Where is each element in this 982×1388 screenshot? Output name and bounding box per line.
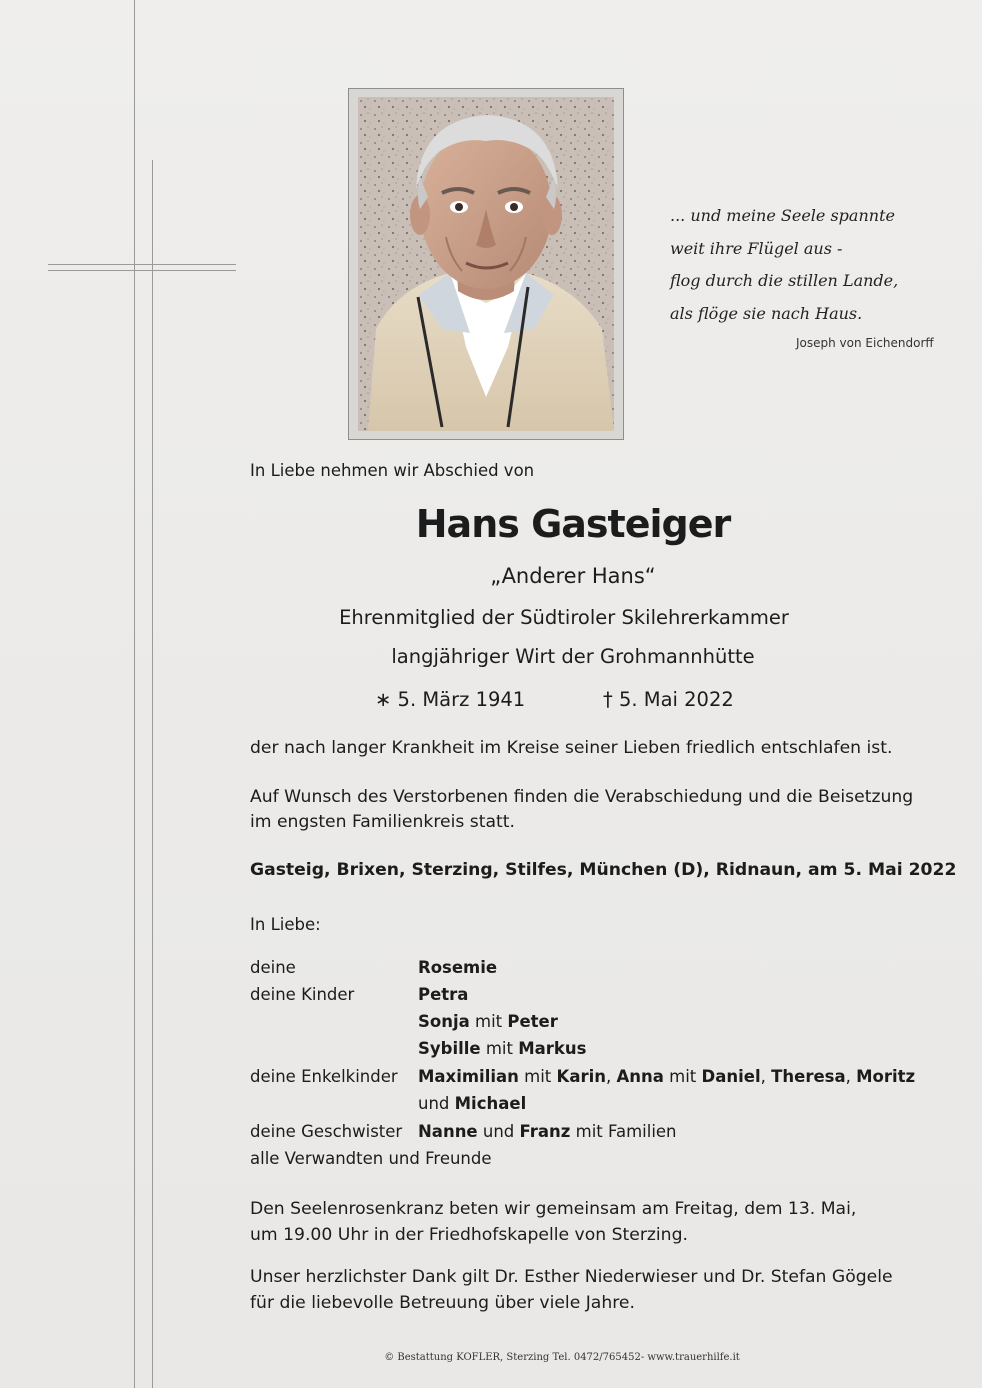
mourner-name: Maximilian <box>418 1067 519 1086</box>
mourner-name: Theresa <box>771 1067 846 1086</box>
quote <box>670 200 950 330</box>
mourner-name: Moritz <box>856 1067 916 1086</box>
in-liebe-heading: In Liebe: <box>250 915 321 934</box>
mourner-connector: mit <box>518 1067 557 1086</box>
deceased-nickname: „Anderer Hans“ <box>490 564 656 588</box>
ceremony-text-line: im engsten Familienkreis statt. <box>250 812 515 832</box>
quote-line: flog durch die stillen Lande, <box>670 271 899 290</box>
mourner-connector: , <box>606 1067 617 1086</box>
portrait-frame <box>348 88 624 440</box>
rosary-text-line: um 19.00 Uhr in der Friedhofskapelle von Sterzing. <box>250 1225 688 1245</box>
mourner-name: Nanne <box>418 1122 478 1141</box>
mourner-connector: mit Familien <box>570 1122 677 1141</box>
mourner-relation: deine Enkelkinder <box>250 1067 398 1086</box>
thanks-text <box>250 1264 893 1316</box>
deceased-title-1: Ehrenmitglied der Südtiroler Skilehrerkammer <box>339 606 789 629</box>
portrait-illustration <box>358 97 614 431</box>
quote-line: als flöge sie nach Haus. <box>670 303 863 323</box>
cross-vertical-line-inner <box>152 160 153 1388</box>
mourner-names <box>418 1012 558 1031</box>
mourner-name: Anna <box>616 1067 664 1086</box>
mourner-relation: alle Verwandten und Freunde <box>250 1149 492 1168</box>
mourner-relation: deine Geschwister <box>250 1122 403 1141</box>
thanks-text-line: Unser herzlichster Dank gilt Dr. Esther Niederwieser und Dr. Stefan Gögele <box>250 1267 893 1287</box>
intro-text: In Liebe nehmen wir Abschied von <box>250 461 535 480</box>
mourner-connector: und <box>477 1122 520 1141</box>
mourner-name: Sybille <box>418 1039 481 1058</box>
mourner-name: Michael <box>454 1094 527 1113</box>
places-date: Gasteig, Brixen, Sterzing, Stilfes, München (D), Ridnaun, am 5. Mai 2022 <box>250 860 957 880</box>
thanks-text-line: für die liebevolle Betreuung über viele Jahre. <box>250 1293 635 1313</box>
mourner-connector: und <box>418 1094 455 1113</box>
mourner-names <box>418 1067 915 1086</box>
mourner-names <box>418 958 497 977</box>
mourner-relation: deine Kinder <box>250 985 355 1004</box>
mourner-connector: , <box>845 1067 857 1086</box>
rosary-text-line: Den Seelenrosenkranz beten wir gemeinsam am Freitag, dem 13. Mai, <box>250 1199 857 1219</box>
footer-credit: © Bestattung KOFLER, Sterzing Tel. 0472/765452- www.trauerhilfe.it <box>384 1352 740 1363</box>
mourner-name: Karin <box>556 1067 606 1086</box>
quote-author: Joseph von Eichendorff <box>796 336 934 350</box>
mourner-connector: , <box>760 1067 772 1086</box>
mourner-names <box>418 985 468 1004</box>
cross-horizontal-line-bottom <box>48 270 236 271</box>
ceremony-text-line: Auf Wunsch des Verstorbenen finden die Verabschiedung und die Beisetzung <box>250 787 914 807</box>
mourner-name: Rosemie <box>418 958 498 977</box>
cross-vertical-line-outer <box>134 0 135 1388</box>
birth-date: ∗ 5. März 1941 <box>375 688 526 711</box>
cross-horizontal-line-top <box>48 264 236 265</box>
mourner-name: Sonja <box>418 1012 470 1031</box>
mourner-name: Markus <box>518 1039 587 1058</box>
passing-text: der nach langer Krankheit im Kreise seiner Lieben friedlich entschlafen ist. <box>250 738 893 758</box>
mourner-connector: mit <box>663 1067 702 1086</box>
deceased-name: Hans Gasteiger <box>415 502 731 546</box>
mourner-name: Franz <box>519 1122 571 1141</box>
rosary-text <box>250 1196 856 1248</box>
mourner-relation: deine <box>250 958 296 977</box>
mourner-name: Peter <box>507 1012 558 1031</box>
portrait-photo <box>358 97 614 431</box>
mourner-connector: mit <box>480 1039 519 1058</box>
ceremony-text <box>250 785 913 835</box>
mourner-name: Daniel <box>701 1067 761 1086</box>
mourner-name: Petra <box>418 985 469 1004</box>
mourner-connector: mit <box>469 1012 508 1031</box>
death-date: † 5. Mai 2022 <box>603 688 734 711</box>
mourner-names <box>418 1039 586 1058</box>
mourner-names <box>418 1094 526 1113</box>
quote-line: weit ihre Flügel aus - <box>670 238 843 258</box>
mourner-names <box>418 1122 677 1141</box>
quote-line: ... und meine Seele spannte <box>670 206 895 225</box>
deceased-title-2: langjähriger Wirt der Grohmannhütte <box>391 645 755 668</box>
